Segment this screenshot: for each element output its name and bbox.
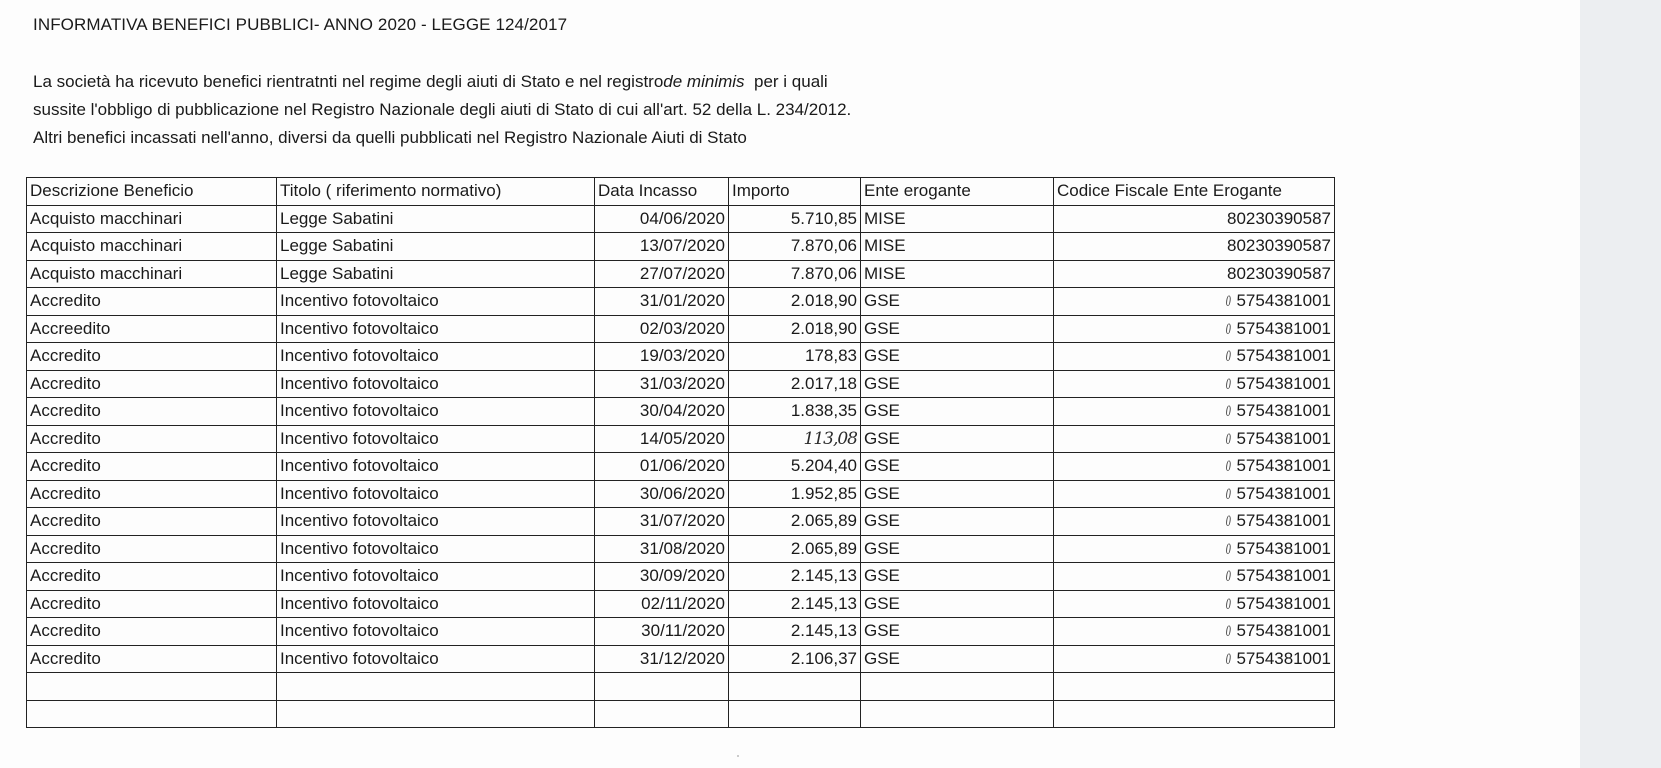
cell-importo: 5.204,40 bbox=[729, 453, 861, 481]
cell-ente-erogante: MISE bbox=[861, 233, 1054, 261]
header-importo: Importo bbox=[729, 178, 861, 206]
empty-cell bbox=[1054, 673, 1335, 701]
handwritten-zero-mark: 0 bbox=[1225, 651, 1231, 668]
empty-cell bbox=[27, 700, 277, 728]
cell-titolo: Legge Sabatini bbox=[277, 205, 595, 233]
cell-codice-fiscale bbox=[1054, 535, 1335, 563]
table-row bbox=[27, 535, 1335, 563]
cell-ente-erogante: GSE bbox=[861, 535, 1054, 563]
cell-codice-fiscale bbox=[1054, 315, 1335, 343]
cell-codice-fiscale bbox=[1054, 398, 1335, 426]
handwritten-zero-mark: 0 bbox=[1225, 486, 1231, 503]
cell-titolo: Incentivo fotovoltaico bbox=[277, 645, 595, 673]
cell-ente-erogante: MISE bbox=[861, 260, 1054, 288]
cell-titolo: Incentivo fotovoltaico bbox=[277, 398, 595, 426]
codice-value: 5754381001 bbox=[1236, 593, 1331, 613]
cell-descrizione: Accredito bbox=[27, 590, 277, 618]
cell-data-incasso: 27/07/2020 bbox=[595, 260, 729, 288]
scan-speck bbox=[737, 755, 739, 757]
table-row bbox=[27, 370, 1335, 398]
cell-descrizione: Accredito bbox=[27, 370, 277, 398]
cell-codice-fiscale bbox=[1054, 425, 1335, 453]
cell-data-incasso: 30/06/2020 bbox=[595, 480, 729, 508]
codice-value: 5754381001 bbox=[1236, 291, 1331, 311]
cell-descrizione: Accredito bbox=[27, 425, 277, 453]
table-row bbox=[27, 563, 1335, 591]
cell-codice-fiscale: 80230390587 bbox=[1054, 233, 1335, 261]
empty-cell bbox=[277, 673, 595, 701]
header-codice-fiscale: Codice Fiscale Ente Erogante bbox=[1054, 178, 1335, 206]
cell-titolo: Incentivo fotovoltaico bbox=[277, 535, 595, 563]
cell-titolo: Incentivo fotovoltaico bbox=[277, 425, 595, 453]
cell-descrizione: Accredito bbox=[27, 453, 277, 481]
handwritten-zero-mark: 0 bbox=[1225, 321, 1231, 338]
handwritten-zero-mark: 0 bbox=[1225, 459, 1231, 476]
cell-descrizione: Accredito bbox=[27, 480, 277, 508]
table-row bbox=[27, 590, 1335, 618]
empty-cell bbox=[595, 700, 729, 728]
table-row bbox=[27, 260, 1335, 288]
cell-descrizione: Accredito bbox=[27, 343, 277, 371]
cell-ente-erogante: GSE bbox=[861, 590, 1054, 618]
cell-importo: 7.870,06 bbox=[729, 233, 861, 261]
cell-ente-erogante: GSE bbox=[861, 508, 1054, 536]
cell-data-incasso: 31/03/2020 bbox=[595, 370, 729, 398]
table-row bbox=[27, 205, 1335, 233]
cell-importo: 1.838,35 bbox=[729, 398, 861, 426]
cell-ente-erogante: GSE bbox=[861, 288, 1054, 316]
cell-descrizione: Accredito bbox=[27, 398, 277, 426]
cell-codice-fiscale: 80230390587 bbox=[1054, 205, 1335, 233]
cell-data-incasso: 31/01/2020 bbox=[595, 288, 729, 316]
empty-cell bbox=[729, 700, 861, 728]
cell-data-incasso: 31/07/2020 bbox=[595, 508, 729, 536]
cell-importo: 2.145,13 bbox=[729, 590, 861, 618]
cell-codice-fiscale bbox=[1054, 618, 1335, 646]
cell-ente-erogante: GSE bbox=[861, 618, 1054, 646]
header-descrizione: Descrizione Beneficio bbox=[27, 178, 277, 206]
cell-data-incasso: 01/06/2020 bbox=[595, 453, 729, 481]
handwritten-zero-mark: 0 bbox=[1225, 349, 1231, 366]
intro-line-1-italic: de minimis bbox=[663, 72, 745, 91]
table-row bbox=[27, 508, 1335, 536]
cell-data-incasso: 31/12/2020 bbox=[595, 645, 729, 673]
cell-titolo: Incentivo fotovoltaico bbox=[277, 508, 595, 536]
cell-codice-fiscale bbox=[1054, 645, 1335, 673]
cell-importo: 2.065,89 bbox=[729, 535, 861, 563]
codice-value: 5754381001 bbox=[1236, 428, 1331, 448]
cell-importo: 2.106,37 bbox=[729, 645, 861, 673]
cell-importo: 2.145,13 bbox=[729, 563, 861, 591]
cell-importo: 1.952,85 bbox=[729, 480, 861, 508]
table-row bbox=[27, 343, 1335, 371]
empty-cell bbox=[729, 673, 861, 701]
cell-titolo: Incentivo fotovoltaico bbox=[277, 563, 595, 591]
codice-value: 5754381001 bbox=[1236, 511, 1331, 531]
cell-descrizione: Accredito bbox=[27, 535, 277, 563]
cell-titolo: Incentivo fotovoltaico bbox=[277, 288, 595, 316]
cell-descrizione: Accredito bbox=[27, 508, 277, 536]
cell-ente-erogante: GSE bbox=[861, 645, 1054, 673]
cell-codice-fiscale bbox=[1054, 480, 1335, 508]
intro-line-1-text: La società ha ricevuto benefici rientratnti nel regime degli aiuti di Stato e nel registro bbox=[33, 72, 664, 91]
cell-descrizione: Accreedito bbox=[27, 315, 277, 343]
table-row bbox=[27, 618, 1335, 646]
cell-data-incasso: 04/06/2020 bbox=[595, 205, 729, 233]
codice-value: 5754381001 bbox=[1236, 621, 1331, 641]
intro-line-1 bbox=[33, 68, 851, 96]
handwritten-zero-mark: 0 bbox=[1225, 294, 1231, 311]
cell-importo: 178,83 bbox=[729, 343, 861, 371]
cell-titolo: Incentivo fotovoltaico bbox=[277, 618, 595, 646]
empty-table-row bbox=[27, 700, 1335, 728]
cell-descrizione: Accredito bbox=[27, 288, 277, 316]
intro-line-2: sussite l'obbligo di pubblicazione nel Registro Nazionale degli aiuti di Stato di cui all'art. 52 della L. 234/2012. bbox=[33, 100, 852, 119]
cell-titolo: Incentivo fotovoltaico bbox=[277, 370, 595, 398]
cell-descrizione: Acquisto macchinari bbox=[27, 233, 277, 261]
cell-codice-fiscale: 80230390587 bbox=[1054, 260, 1335, 288]
codice-value: 5754381001 bbox=[1236, 456, 1331, 476]
table-row bbox=[27, 645, 1335, 673]
cell-data-incasso: 31/08/2020 bbox=[595, 535, 729, 563]
codice-value: 5754381001 bbox=[1236, 346, 1331, 366]
table-row bbox=[27, 233, 1335, 261]
header-ente-erogante: Ente erogante bbox=[861, 178, 1054, 206]
intro-line-1-tail: per i quali bbox=[744, 72, 828, 91]
cell-ente-erogante: GSE bbox=[861, 343, 1054, 371]
cell-ente-erogante: GSE bbox=[861, 563, 1054, 591]
cell-codice-fiscale bbox=[1054, 453, 1335, 481]
table-row bbox=[27, 480, 1335, 508]
handwritten-zero-mark: 0 bbox=[1225, 541, 1231, 558]
viewer-gutter bbox=[1580, 0, 1661, 768]
cell-importo: 2.018,90 bbox=[729, 288, 861, 316]
intro-paragraph bbox=[33, 68, 851, 152]
cell-ente-erogante: GSE bbox=[861, 453, 1054, 481]
codice-value: 5754381001 bbox=[1236, 566, 1331, 586]
cell-ente-erogante: GSE bbox=[861, 315, 1054, 343]
cell-titolo: Incentivo fotovoltaico bbox=[277, 343, 595, 371]
intro-line-3: Altri benefici incassati nell'anno, diversi da quelli pubblicati nel Registro Nazionale Aiuti di Stato bbox=[33, 128, 747, 147]
cell-ente-erogante: GSE bbox=[861, 480, 1054, 508]
cell-descrizione: Accredito bbox=[27, 645, 277, 673]
codice-value: 5754381001 bbox=[1236, 318, 1331, 338]
codice-value: 5754381001 bbox=[1236, 648, 1331, 668]
cell-descrizione: Acquisto macchinari bbox=[27, 260, 277, 288]
cell-importo: 2.145,13 bbox=[729, 618, 861, 646]
benefits-table bbox=[26, 177, 1335, 728]
cell-descrizione: Acquisto macchinari bbox=[27, 205, 277, 233]
empty-cell bbox=[861, 700, 1054, 728]
cell-titolo: Incentivo fotovoltaico bbox=[277, 453, 595, 481]
empty-table-row bbox=[27, 673, 1335, 701]
codice-value: 5754381001 bbox=[1236, 483, 1331, 503]
empty-cell bbox=[27, 673, 277, 701]
codice-value: 5754381001 bbox=[1236, 373, 1331, 393]
handwritten-zero-mark: 0 bbox=[1225, 376, 1231, 393]
cell-titolo: Incentivo fotovoltaico bbox=[277, 590, 595, 618]
cell-descrizione: Accredito bbox=[27, 563, 277, 591]
table-row bbox=[27, 425, 1335, 453]
empty-cell bbox=[1054, 700, 1335, 728]
cell-importo: 5.710,85 bbox=[729, 205, 861, 233]
cell-importo: 2.018,90 bbox=[729, 315, 861, 343]
cell-importo: 7.870,06 bbox=[729, 260, 861, 288]
document-title: INFORMATIVA BENEFICI PUBBLICI- ANNO 2020 - LEGGE 124/2017 bbox=[33, 15, 568, 34]
table-row bbox=[27, 288, 1335, 316]
header-titolo: Titolo ( riferimento normativo) bbox=[277, 178, 595, 206]
cell-ente-erogante: GSE bbox=[861, 425, 1054, 453]
table-body bbox=[27, 205, 1335, 728]
table-header-row bbox=[27, 178, 1335, 206]
header-data-incasso: Data Incasso bbox=[595, 178, 729, 206]
cell-data-incasso: 02/03/2020 bbox=[595, 315, 729, 343]
table-row bbox=[27, 398, 1335, 426]
empty-cell bbox=[277, 700, 595, 728]
empty-cell bbox=[595, 673, 729, 701]
cell-data-incasso: 30/09/2020 bbox=[595, 563, 729, 591]
cell-data-incasso: 19/03/2020 bbox=[595, 343, 729, 371]
cell-codice-fiscale bbox=[1054, 370, 1335, 398]
handwritten-zero-mark: 0 bbox=[1225, 431, 1231, 448]
cell-importo: 2.017,18 bbox=[729, 370, 861, 398]
cell-data-incasso: 30/11/2020 bbox=[595, 618, 729, 646]
cell-ente-erogante: GSE bbox=[861, 370, 1054, 398]
cell-ente-erogante: MISE bbox=[861, 205, 1054, 233]
codice-value: 5754381001 bbox=[1236, 401, 1331, 421]
cell-titolo: Incentivo fotovoltaico bbox=[277, 315, 595, 343]
cell-ente-erogante: GSE bbox=[861, 398, 1054, 426]
table-row bbox=[27, 315, 1335, 343]
empty-cell bbox=[861, 673, 1054, 701]
handwritten-zero-mark: 0 bbox=[1225, 514, 1231, 531]
cell-titolo: Legge Sabatini bbox=[277, 260, 595, 288]
codice-value: 5754381001 bbox=[1236, 538, 1331, 558]
table-row bbox=[27, 453, 1335, 481]
handwritten-zero-mark: 0 bbox=[1225, 404, 1231, 421]
cell-codice-fiscale bbox=[1054, 343, 1335, 371]
cell-descrizione: Accredito bbox=[27, 618, 277, 646]
cell-codice-fiscale bbox=[1054, 288, 1335, 316]
cell-importo: 2.065,89 bbox=[729, 508, 861, 536]
handwritten-zero-mark: 0 bbox=[1225, 596, 1231, 613]
cell-data-incasso: 02/11/2020 bbox=[595, 590, 729, 618]
cell-importo: 113,08 bbox=[729, 425, 861, 453]
cell-titolo: Legge Sabatini bbox=[277, 233, 595, 261]
cell-data-incasso: 14/05/2020 bbox=[595, 425, 729, 453]
cell-titolo: Incentivo fotovoltaico bbox=[277, 480, 595, 508]
cell-data-incasso: 13/07/2020 bbox=[595, 233, 729, 261]
cell-codice-fiscale bbox=[1054, 590, 1335, 618]
handwritten-zero-mark: 0 bbox=[1225, 624, 1231, 641]
cell-data-incasso: 30/04/2020 bbox=[595, 398, 729, 426]
cell-codice-fiscale bbox=[1054, 508, 1335, 536]
handwritten-zero-mark: 0 bbox=[1225, 569, 1231, 586]
cell-codice-fiscale bbox=[1054, 563, 1335, 591]
